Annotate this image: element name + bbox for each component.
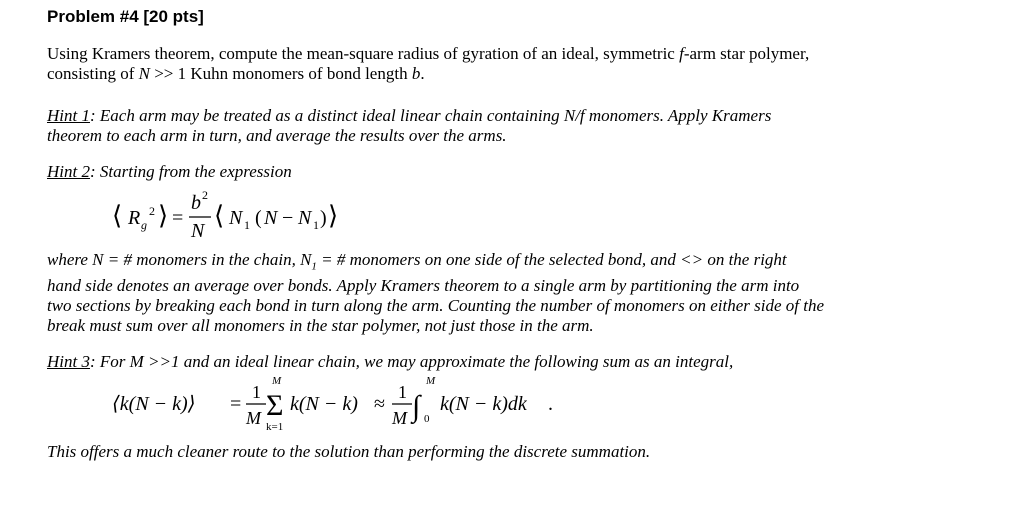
sum-equation-svg bbox=[112, 372, 672, 434]
eq-g: g bbox=[141, 218, 147, 232]
eq-rhs-open: ⟨ bbox=[214, 201, 225, 230]
eq3-int-top: M bbox=[426, 375, 436, 388]
eq3-approx: ≈ bbox=[374, 393, 385, 416]
problem-statement-line2: consisting of N >> 1 Kuhn monomers of bond length b. bbox=[47, 64, 425, 83]
eq-Nb: N bbox=[264, 207, 278, 229]
hint2-label: Hint 2 bbox=[47, 162, 90, 181]
eq-R: R bbox=[128, 207, 141, 229]
eq3-frac2-den: M bbox=[392, 408, 407, 429]
eq-N1a: N bbox=[229, 207, 243, 229]
eq-angle-open: ⟨ bbox=[112, 201, 123, 230]
eq3-sum-bottom: k=1 bbox=[266, 421, 284, 434]
problem-title: Problem #4 [20 pts] bbox=[47, 7, 204, 26]
eq3-frac2-num: 1 bbox=[398, 382, 407, 403]
radius-gyration-equation bbox=[47, 182, 1007, 244]
eq3-frac1-den: M bbox=[246, 408, 261, 429]
hint1-line2: theorem to each arm in turn, and average the results over the arms. bbox=[47, 126, 507, 145]
hint2-intro: Hint 2: Starting from the expression bbox=[47, 162, 292, 181]
eq-rhs-close: ⟩ bbox=[328, 201, 339, 230]
eq-sq: 2 bbox=[149, 204, 155, 218]
eq-paren-open: ( bbox=[255, 207, 262, 229]
hint3-label: Hint 3 bbox=[47, 352, 90, 372]
eq3-period: . bbox=[548, 393, 553, 416]
hint2-where-line1: where N = # monomers in the chain, $N_1$ = # monomers on one side of the selected bond, and <> on the right bbox=[47, 250, 787, 273]
eq-sub1b: 1 bbox=[313, 218, 319, 232]
eq3-equals: = bbox=[230, 393, 242, 416]
equation-svg bbox=[112, 182, 532, 244]
problem-statement: Using Kramers theorem, compute the mean-square radius of gyration of an ideal, symmetric f-arm star polymer, bbox=[47, 44, 810, 63]
eq-den-N: N bbox=[191, 220, 205, 242]
eq3-summand: k(N − k) bbox=[290, 393, 358, 416]
eq-num-b: b bbox=[191, 192, 201, 214]
hint2-where-line2: hand side denotes an average over bonds. Apply Kramers theorem to a single arm by partitioning the arm into bbox=[47, 276, 800, 296]
eq-equals: = bbox=[172, 207, 184, 229]
eq-minus: − bbox=[282, 207, 294, 229]
hint3-intro: Hint 3: For M >>1 and an ideal linear chain, we may approximate the following sum as an integral, bbox=[47, 352, 734, 372]
eq-sub1a: 1 bbox=[244, 218, 250, 232]
hint1-label: Hint 1 bbox=[47, 106, 90, 125]
hint2-where-line4: break must sum over all monomers in the star polymer, not just those in the arm. bbox=[47, 316, 594, 336]
eq3-lhs: ⟨k(N − k)⟩ bbox=[112, 393, 196, 416]
closing-remark: This offers a much cleaner route to the solution than performing the discrete summation. bbox=[47, 442, 651, 462]
problem-document bbox=[47, 6, 1007, 462]
eq-N1b: N bbox=[298, 207, 312, 229]
eq3-sum-sym: Σ bbox=[266, 389, 284, 423]
eq-paren-close: ) bbox=[320, 207, 327, 229]
eq-angle-close: ⟩ bbox=[158, 201, 169, 230]
sum-integral-equation bbox=[47, 372, 1007, 434]
eq3-frac1-num: 1 bbox=[252, 382, 261, 403]
hint2-where-line3: two sections by breaking each bond in turn along the arm. Counting the number of monomers on either side of the bbox=[47, 296, 825, 316]
hint1-line1: Hint 1: Each arm may be treated as a distinct ideal linear chain containing N/f monomers. Apply Kramers bbox=[47, 106, 772, 125]
eq-num-sq: 2 bbox=[202, 188, 208, 202]
eq3-integrand: k(N − k)dk bbox=[440, 393, 527, 416]
eq3-sum-top: M bbox=[272, 375, 282, 388]
eq3-int-sym: ∫ bbox=[412, 390, 421, 424]
eq3-int-bottom: 0 bbox=[424, 413, 430, 426]
